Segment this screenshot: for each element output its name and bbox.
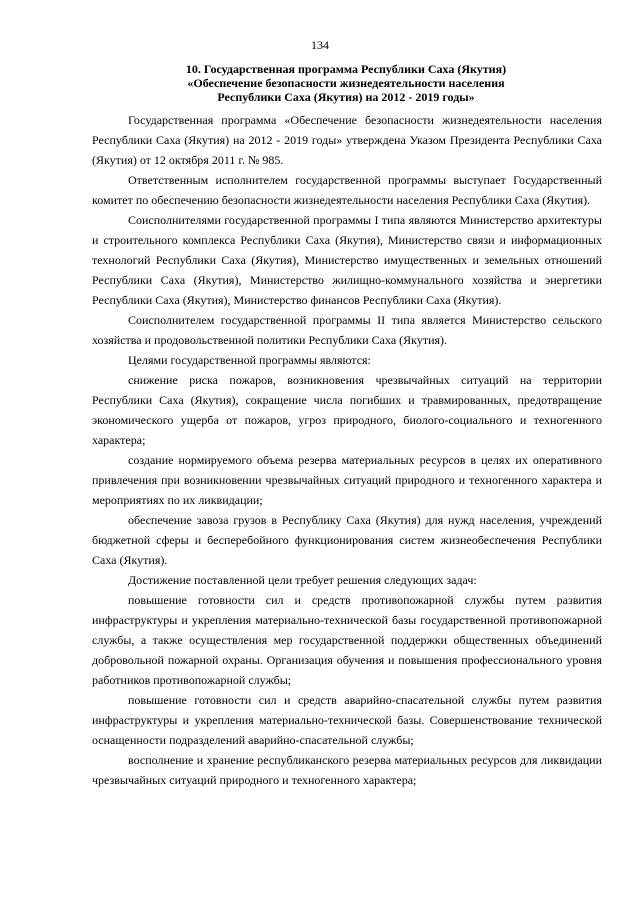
paragraph: создание нормируемого объема резерва материальных ресурсов в целях их оперативного привлечения при возникновении чрезвычайных ситуаций природного и техногенного характера и мероприятиях по их ликвидации; xyxy=(92,453,602,507)
section-heading xyxy=(92,62,600,104)
paragraph: повышение готовности сил и средств противопожарной службы путем развития инфраструктуры и укрепления материально-технической базы государственной противопожарной службы, а также осуществления мер государственной поддержки общественных объединений добровольной пожарной охраны. Организация обучения и повышения профессионального уровня работников противопожарной службы; xyxy=(92,593,602,687)
document-body xyxy=(92,110,602,790)
paragraph: повышение готовности сил и средств аварийно-спасательной службы путем развития инфраструктуры и укрепления материально-технической базы. Совершенствование технической оснащенности подразделений аварийно-спасательной службы; xyxy=(92,693,602,747)
heading-line: Республики Саха (Якутия) на 2012 - 2019 годы» xyxy=(217,90,475,104)
paragraph: Достижение поставленной цели требует решения следующих задач: xyxy=(128,573,477,587)
paragraph: Соисполнителем государственной программы II типа является Министерство сельского хозяйства и продовольственной политики Республики Саха (Якутия). xyxy=(92,313,602,347)
heading-line: «Обеспечение безопасности жизнедеятельности населения xyxy=(187,76,505,90)
paragraph: Государственная программа «Обеспечение безопасности жизнедеятельности населения Республики Саха (Якутия) на 2012 - 2019 годы» утверждена Указом Президента Республики Саха (Якутия) от 12 октября 2011 г. № 985. xyxy=(92,113,602,167)
paragraph: Соисполнителями государственной программы I типа являются Министерство архитектуры и строительного комплекса Республики Саха (Якутия), Министерство связи и информационных технологий Республики Саха (Якутия), Министерство имущественных и земельных отношений Республики Саха (Якутия), Министерство жилищно-коммунального хозяйства и энергетики Республики Саха (Якутия), Министерство финансов Республики Саха (Якутия). xyxy=(92,213,602,307)
paragraph: Ответственным исполнителем государственной программы выступает Государственный комитет по обеспечению безопасности жизнедеятельности населения Республики Саха (Якутия). xyxy=(92,173,602,207)
page-number: 134 xyxy=(311,38,329,52)
paragraph: восполнение и хранение республиканского резерва материальных ресурсов для ликвидации чрезвычайных ситуаций природного и техногенного характера; xyxy=(92,753,602,787)
paragraph: снижение риска пожаров, возникновения чрезвычайных ситуаций на территории Республики Саха (Якутия), сокращение числа погибших и травмированных, предотвращение экономического ущерба от пожаров, угроз природного, биолого-социального и техногенного характера; xyxy=(92,373,602,447)
heading-line: 10. Государственная программа Республики Саха (Якутия) xyxy=(185,62,507,76)
paragraph: Целями государственной программы являются: xyxy=(128,353,371,367)
paragraph: обеспечение завоза грузов в Республику Саха (Якутия) для нужд населения, учреждений бюджетной сферы и бесперебойного функционирования систем жизнеобеспечения Республики Саха (Якутия). xyxy=(92,513,602,567)
